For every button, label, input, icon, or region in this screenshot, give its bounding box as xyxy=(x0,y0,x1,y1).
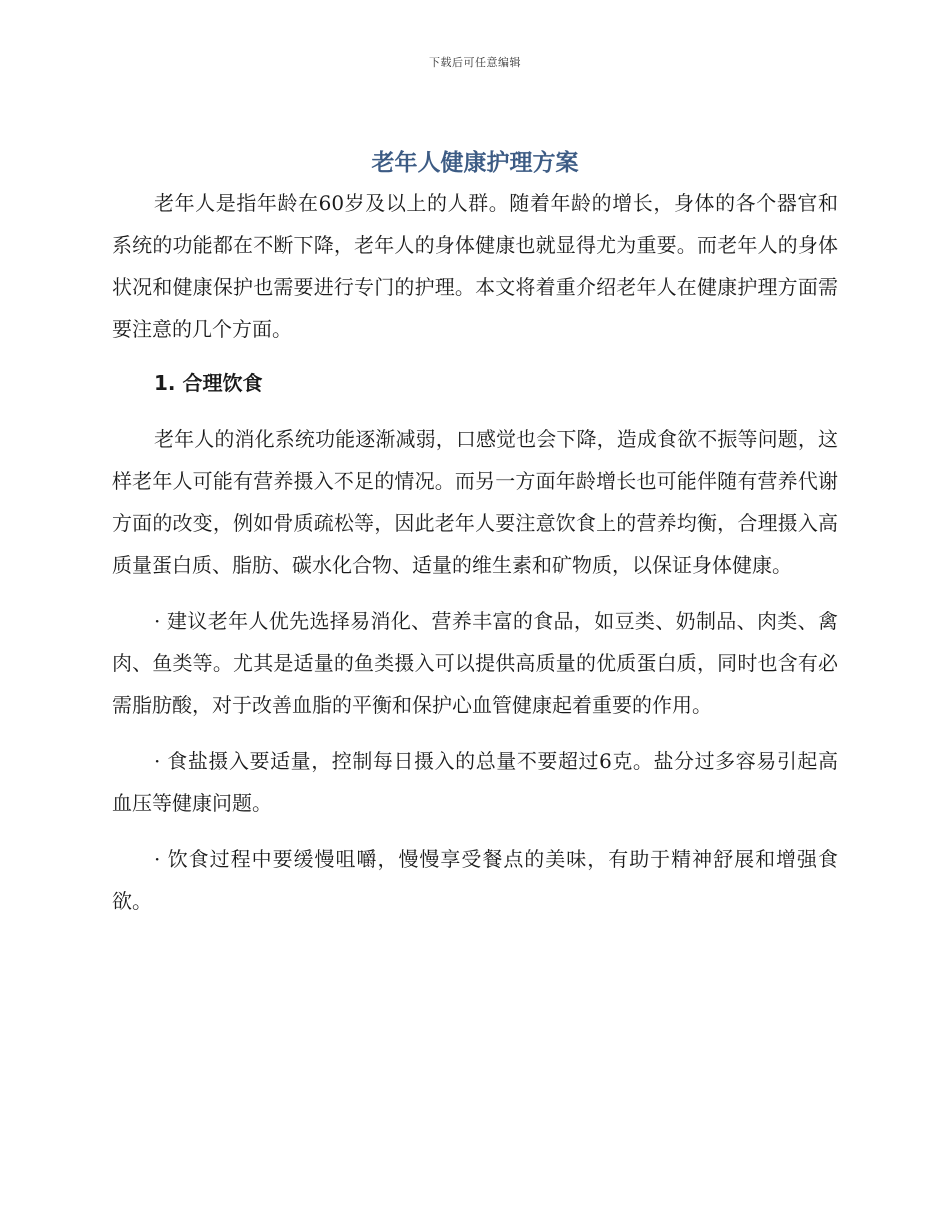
bullet-item: · 饮食过程中要缓慢咀嚼，慢慢享受餐点的美味，有助于精神舒展和增强食欲。 xyxy=(112,847,838,913)
intro-paragraph: 老年人是指年龄在60岁及以上的人群。随着年龄的增长，身体的各个器官和系统的功能都在不断下降，老年人的身体健康也就显得尤为重要。而老年人的身体状况和健康保护也需要进行专门的护理。本文将着重介绍老年人在健康护理方面需要注意的几个方面。 xyxy=(112,191,838,341)
document-title: 老年人健康护理方案 xyxy=(371,150,579,176)
document-body xyxy=(112,146,838,922)
header-note: 下载后可任意编辑 xyxy=(429,56,521,69)
section-heading-diet: 1. 合理饮食 xyxy=(154,371,263,395)
bullet-item: · 食盐摄入要适量，控制每日摄入的总量不要超过6克。盐分过多容易引起高血压等健康问题。 xyxy=(112,749,838,815)
section-paragraph: 老年人的消化系统功能逐渐减弱，口感觉也会下降，造成食欲不振等问题，这样老年人可能有营养摄入不足的情况。而另一方面年龄增长也可能伴随有营养代谢方面的改变，例如骨质疏松等，因此老年人要注意饮食上的营养均衡，合理摄入高质量蛋白质、脂肪、碳水化合物、适量的维生素和矿物质，以保证身体健康。 xyxy=(112,427,838,577)
bullet-item: · 建议老年人优先选择易消化、营养丰富的食品，如豆类、奶制品、肉类、禽肉、鱼类等。尤其是适量的鱼类摄入可以提供高质量的优质蛋白质，同时也含有必需脂肪酸，对于改善血脂的平衡和保护心血管健康起着重要的作用。 xyxy=(112,609,838,717)
